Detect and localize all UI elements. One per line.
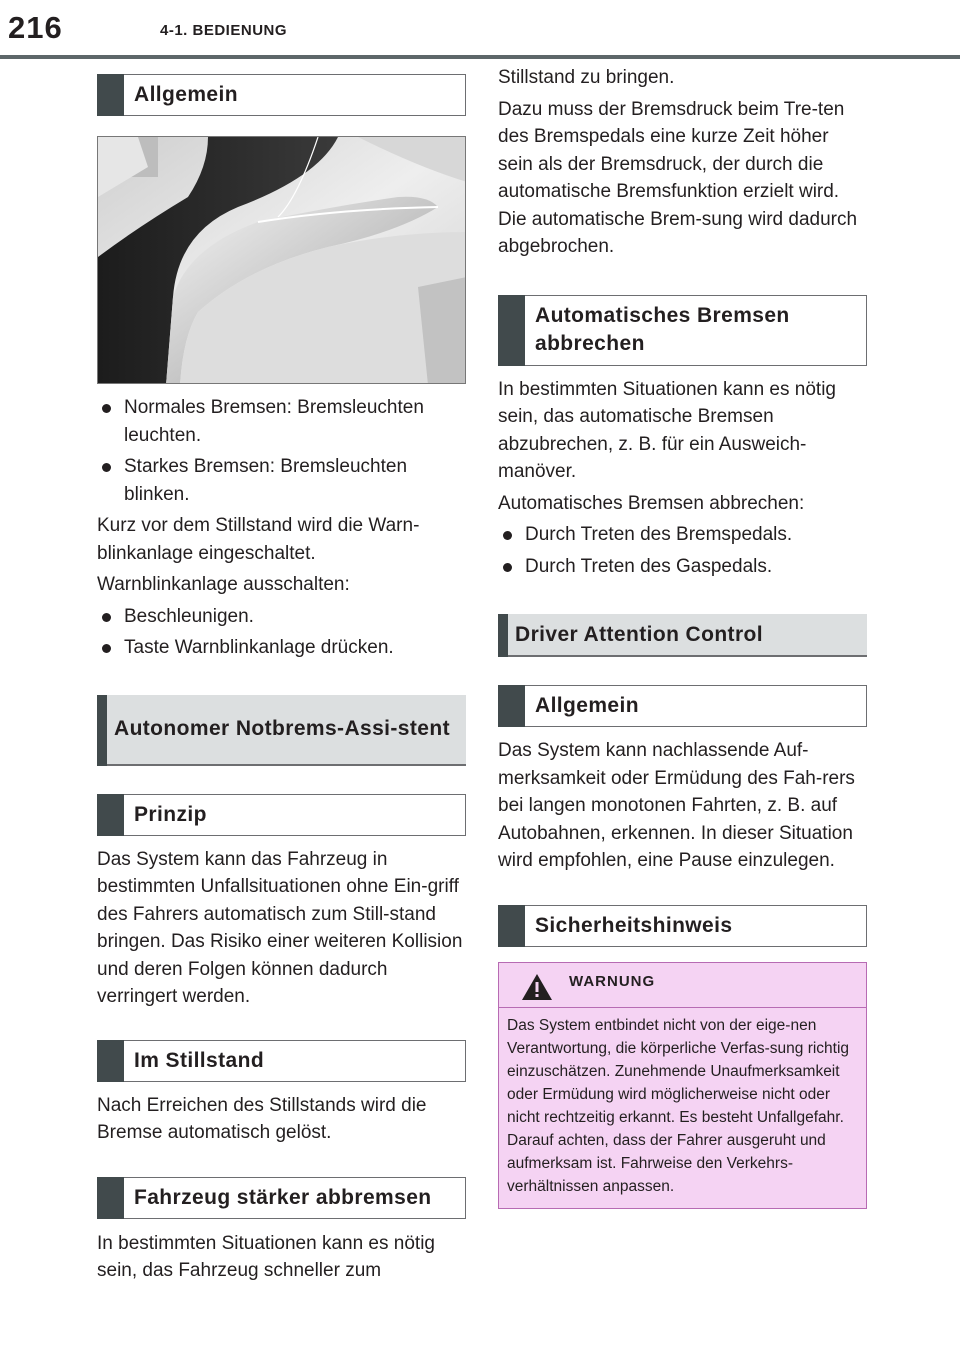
paragraph-stillstand: Nach Erreichen des Stillstands wird die Bremse automatisch gelöst.: [97, 1094, 427, 1143]
heading-prinzip: [97, 794, 466, 836]
bullet-list-abbrechen: [498, 521, 867, 580]
section-label: 4-1. BEDIENUNG: [160, 22, 288, 39]
heading-bremsen-abbrechen: [498, 295, 867, 366]
heading-allgemein: [97, 74, 466, 116]
heading-allgemein-2: [498, 685, 867, 727]
right-column: [498, 64, 867, 1209]
heading-bremsen-abbrechen-text: Automatisches Bremsen abbrechen: [535, 304, 790, 355]
heading-fahrzeug-staerker: [97, 1177, 466, 1219]
paragraph-stillstand-cont: Stillstand zu bringen.: [498, 67, 675, 88]
paragraph-abbrechen-2: Automatisches Bremsen abbrechen:: [498, 492, 805, 514]
heading-sicherheitshinweis-text: Sicherheitshinweis: [535, 913, 733, 937]
list-item: Beschleunigen.: [97, 603, 466, 631]
warning-header: [499, 963, 866, 1008]
warning-box: [498, 962, 867, 1209]
list-item: Starkes Bremsen: Bremsleuchten blinken.: [97, 453, 466, 508]
heading-allgemein-2-text: Allgemein: [535, 694, 639, 717]
heading-notbrems-assistent-text: Autonomer Notbrems-Assi-stent: [114, 717, 450, 740]
bullet-list-bremsleuchten: [97, 394, 466, 508]
heading-im-stillstand-text: Im Stillstand: [134, 1048, 265, 1072]
heading-sicherheitshinweis: [498, 905, 867, 947]
heading-fahrzeug-staerker-text: Fahrzeug stärker abbremsen: [134, 1185, 432, 1209]
paragraph-bremsdruck: Dazu muss der Bremsdruck beim Tre-ten des Bremspedals eine kurze Zeit höher sein als der Bremsdruck, der durch die automatische Bremsfunktion erzielt wird. Die automatische Brem-sung wird dadurch abgebrochen.: [498, 98, 858, 257]
brake-light-photo: [97, 136, 466, 384]
warning-title: WARNUNG: [569, 972, 656, 990]
heading-im-stillstand: [97, 1040, 466, 1082]
list-item: Durch Treten des Gaspedals.: [498, 553, 867, 581]
bullet-list-ausschalten: [97, 603, 466, 662]
brake-light-illustration: [98, 137, 466, 384]
paragraph-prinzip: Das System kann das Fahrzeug in bestimmten Unfallsituationen ohne Ein-griff des Fahrers automatisch zum Still-stand bringen. Das Risiko einer weiteren Kollision und deren Folgen können dadurch verringert werden.: [97, 848, 463, 1007]
paragraph-abbrechen: In bestimmten Situationen kann es nötig sein, das automatische Bremsen abzubrechen, z. B. für ein Ausweich-manöver.: [498, 378, 836, 482]
paragraph-warnblink: Kurz vor dem Stillstand wird die Warn-blinkanlage eingeschaltet.: [97, 515, 420, 564]
heading-allgemein-text: Allgemein: [134, 83, 238, 106]
list-item: Taste Warnblinkanlage drücken.: [97, 634, 466, 662]
paragraph-staerker: In bestimmten Situationen kann es nötig sein, das Fahrzeug schneller zum: [97, 1232, 435, 1281]
left-column: [97, 74, 466, 1285]
paragraph-ausschalten: Warnblinkanlage ausschalten:: [97, 574, 350, 595]
paragraph-driver: Das System kann nachlassende Auf-merksamkeit oder Ermüdung des Fah-rers bei langen monotonen Fahrten, z. B. auf Autobahnen, erkennen. In dieser Situation wird empfohlen, eine Pause einzulegen.: [498, 740, 855, 871]
heading-prinzip-text: Prinzip: [134, 802, 207, 826]
list-item: Durch Treten des Bremspedals.: [498, 521, 867, 549]
warning-triangle-icon: [521, 973, 553, 1001]
warning-text: Das System entbindet nicht von der eige-nen Verantwortung, die körperliche Verfas-sung richtig einzuschätzen. Zunehmende Unaufmerksamkeit oder Ermüdung wird möglicherweise nicht oder nicht rechtzeitig erkannt. Es besteht Unfallgefahr. Darauf achten, dass der Fahrer ausgeruht und aufmerksam ist. Fahrweise den Verkehrs-verhältnissen anpassen.: [507, 1016, 850, 1195]
header-rule: [0, 55, 960, 59]
heading-driver-attention: [498, 614, 867, 657]
list-item: Normales Bremsen: Bremsleuchten leuchten.: [97, 394, 466, 449]
page-number: 216: [8, 10, 63, 45]
heading-notbrems-assistent: [97, 695, 466, 766]
heading-driver-attention-text: Driver Attention Control: [515, 622, 763, 646]
